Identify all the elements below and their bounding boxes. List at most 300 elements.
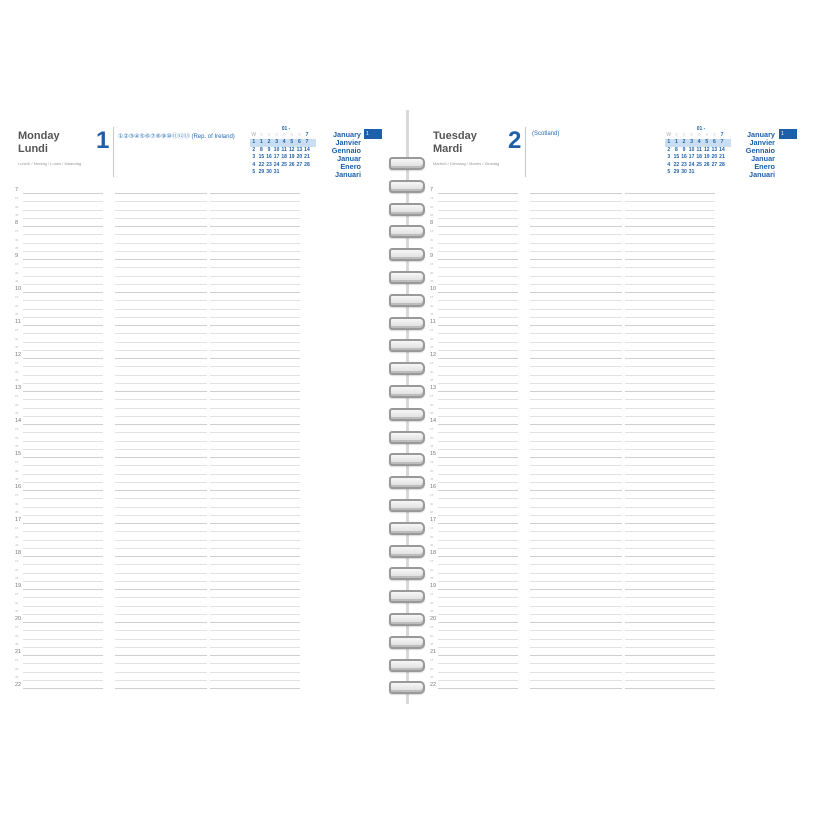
entry-segment[interactable] [210, 432, 300, 433]
entry-segment[interactable] [23, 647, 103, 648]
entry-segment[interactable] [115, 292, 207, 293]
entry-segment[interactable] [23, 342, 103, 343]
entry-segment[interactable] [438, 606, 518, 607]
entry-segment[interactable] [530, 614, 622, 615]
entry-segment[interactable] [210, 655, 300, 656]
entry-segment[interactable] [210, 523, 300, 524]
entry-segment[interactable] [115, 655, 207, 656]
entry-segment[interactable] [530, 309, 622, 310]
entry-segment[interactable] [210, 358, 300, 359]
entry-segment[interactable] [530, 680, 622, 681]
entry-segment[interactable] [23, 515, 103, 516]
entry-segment[interactable] [438, 465, 518, 466]
entry-segment[interactable] [210, 251, 300, 252]
entry-segment[interactable] [438, 614, 518, 615]
entry-segment[interactable] [23, 210, 103, 211]
entry-segment[interactable] [530, 556, 622, 557]
entry-segment[interactable] [530, 663, 622, 664]
entry-segment[interactable] [530, 581, 622, 582]
calendar-day[interactable]: 29 [673, 168, 680, 175]
entry-segment[interactable] [625, 540, 715, 541]
entry-segment[interactable] [625, 573, 715, 574]
entry-segment[interactable] [625, 523, 715, 524]
calendar-day[interactable]: 16 [681, 154, 687, 161]
entry-segment[interactable] [210, 457, 300, 458]
entry-segment[interactable] [115, 210, 207, 211]
entry-segment[interactable] [438, 383, 518, 384]
entry-segment[interactable] [23, 680, 103, 681]
entry-segment[interactable] [115, 597, 207, 598]
entry-segment[interactable] [23, 556, 103, 557]
entry-segment[interactable] [210, 391, 300, 392]
entry-segment[interactable] [23, 309, 103, 310]
entry-segment[interactable] [625, 622, 715, 623]
entry-segment[interactable] [23, 226, 103, 227]
entry-segment[interactable] [115, 548, 207, 549]
entry-segment[interactable] [438, 259, 518, 260]
entry-segment[interactable] [23, 548, 103, 549]
entry-segment[interactable] [530, 267, 622, 268]
entry-segment[interactable] [210, 416, 300, 417]
entry-segment[interactable] [210, 259, 300, 260]
entry-segment[interactable] [23, 408, 103, 409]
entry-segment[interactable] [625, 193, 715, 194]
calendar-day[interactable]: 6 [712, 139, 716, 146]
calendar-day[interactable]: 31 [273, 168, 280, 175]
calendar-day[interactable]: 18 [281, 154, 287, 161]
entry-segment[interactable] [210, 234, 300, 235]
entry-segment[interactable] [115, 606, 207, 607]
entry-segment[interactable] [115, 564, 207, 565]
entry-segment[interactable] [625, 482, 715, 483]
entry-segment[interactable] [438, 416, 518, 417]
entry-segment[interactable] [625, 564, 715, 565]
entry-segment[interactable] [23, 474, 103, 475]
entry-segment[interactable] [23, 399, 103, 400]
entry-segment[interactable] [530, 523, 622, 524]
entry-segment[interactable] [115, 465, 207, 466]
entry-segment[interactable] [115, 391, 207, 392]
entry-segment[interactable] [625, 416, 715, 417]
entry-segment[interactable] [530, 201, 622, 202]
entry-segment[interactable] [23, 589, 103, 590]
entry-segment[interactable] [625, 630, 715, 631]
entry-segment[interactable] [210, 564, 300, 565]
entry-segment[interactable] [530, 424, 622, 425]
entry-segment[interactable] [438, 366, 518, 367]
entry-segment[interactable] [438, 589, 518, 590]
entry-segment[interactable] [625, 333, 715, 334]
entry-segment[interactable] [115, 556, 207, 557]
entry-segment[interactable] [23, 490, 103, 491]
calendar-day[interactable]: 3 [690, 139, 693, 146]
entry-segment[interactable] [530, 515, 622, 516]
entry-segment[interactable] [530, 342, 622, 343]
entry-segment[interactable] [115, 647, 207, 648]
entry-segment[interactable] [210, 325, 300, 326]
entry-segment[interactable] [530, 292, 622, 293]
entry-segment[interactable] [115, 193, 207, 194]
calendar-day[interactable]: 8 [675, 146, 678, 153]
entry-segment[interactable] [438, 276, 518, 277]
entry-segment[interactable] [210, 490, 300, 491]
entry-segment[interactable] [530, 317, 622, 318]
entry-segment[interactable] [438, 391, 518, 392]
entry-segment[interactable] [438, 317, 518, 318]
entry-segment[interactable] [438, 325, 518, 326]
entry-segment[interactable] [23, 251, 103, 252]
calendar-day[interactable]: 30 [266, 168, 272, 175]
entry-segment[interactable] [530, 375, 622, 376]
entry-segment[interactable] [115, 358, 207, 359]
entry-segment[interactable] [438, 622, 518, 623]
entry-segment[interactable] [438, 639, 518, 640]
entry-segment[interactable] [115, 573, 207, 574]
entry-segment[interactable] [625, 548, 715, 549]
entry-segment[interactable] [23, 540, 103, 541]
entry-segment[interactable] [530, 243, 622, 244]
entry-segment[interactable] [23, 350, 103, 351]
entry-segment[interactable] [625, 309, 715, 310]
hour-grid[interactable] [430, 188, 720, 688]
entry-segment[interactable] [438, 680, 518, 681]
entry-segment[interactable] [210, 573, 300, 574]
entry-segment[interactable] [438, 350, 518, 351]
entry-segment[interactable] [438, 474, 518, 475]
month-tab[interactable]: 1 [364, 129, 382, 139]
entry-segment[interactable] [438, 564, 518, 565]
entry-segment[interactable] [210, 375, 300, 376]
entry-segment[interactable] [210, 672, 300, 673]
entry-segment[interactable] [530, 358, 622, 359]
entry-segment[interactable] [115, 325, 207, 326]
entry-segment[interactable] [438, 573, 518, 574]
month-tab[interactable]: 1 [779, 129, 797, 139]
entry-segment[interactable] [530, 391, 622, 392]
entry-segment[interactable] [115, 507, 207, 508]
entry-segment[interactable] [438, 408, 518, 409]
entry-segment[interactable] [625, 375, 715, 376]
entry-segment[interactable] [530, 399, 622, 400]
entry-segment[interactable] [210, 531, 300, 532]
entry-segment[interactable] [115, 276, 207, 277]
entry-segment[interactable] [23, 622, 103, 623]
calendar-day[interactable]: 28 [719, 161, 725, 168]
entry-segment[interactable] [438, 243, 518, 244]
entry-segment[interactable] [115, 581, 207, 582]
entry-segment[interactable] [115, 333, 207, 334]
entry-segment[interactable] [210, 688, 300, 689]
entry-segment[interactable] [115, 300, 207, 301]
entry-segment[interactable] [530, 284, 622, 285]
entry-segment[interactable] [530, 507, 622, 508]
entry-segment[interactable] [23, 218, 103, 219]
entry-segment[interactable] [625, 300, 715, 301]
entry-segment[interactable] [438, 556, 518, 557]
entry-segment[interactable] [438, 292, 518, 293]
entry-segment[interactable] [23, 375, 103, 376]
entry-segment[interactable] [625, 284, 715, 285]
entry-segment[interactable] [23, 465, 103, 466]
entry-segment[interactable] [210, 465, 300, 466]
calendar-day[interactable]: 17 [273, 154, 280, 161]
entry-segment[interactable] [625, 218, 715, 219]
entry-segment[interactable] [210, 193, 300, 194]
calendar-day[interactable]: 30 [681, 168, 687, 175]
entry-segment[interactable] [625, 606, 715, 607]
entry-segment[interactable] [530, 548, 622, 549]
entry-segment[interactable] [625, 432, 715, 433]
entry-segment[interactable] [438, 548, 518, 549]
calendar-day[interactable]: 1 [675, 139, 678, 146]
entry-segment[interactable] [625, 515, 715, 516]
entry-segment[interactable] [115, 622, 207, 623]
entry-segment[interactable] [23, 391, 103, 392]
entry-segment[interactable] [23, 383, 103, 384]
entry-segment[interactable] [23, 284, 103, 285]
entry-segment[interactable] [23, 234, 103, 235]
entry-segment[interactable] [115, 226, 207, 227]
entry-segment[interactable] [625, 342, 715, 343]
calendar-day[interactable]: 14 [304, 146, 310, 153]
entry-segment[interactable] [530, 350, 622, 351]
entry-segment[interactable] [23, 573, 103, 574]
entry-segment[interactable] [23, 655, 103, 656]
entry-segment[interactable] [210, 482, 300, 483]
entry-segment[interactable] [530, 655, 622, 656]
entry-segment[interactable] [530, 408, 622, 409]
entry-segment[interactable] [530, 531, 622, 532]
calendar-day[interactable]: 18 [696, 154, 702, 161]
entry-segment[interactable] [23, 292, 103, 293]
entry-segment[interactable] [530, 490, 622, 491]
calendar-day[interactable]: 15 [673, 154, 680, 161]
entry-segment[interactable] [625, 490, 715, 491]
entry-segment[interactable] [625, 292, 715, 293]
entry-segment[interactable] [530, 226, 622, 227]
entry-segment[interactable] [23, 663, 103, 664]
entry-segment[interactable] [625, 597, 715, 598]
calendar-day[interactable]: 12 [288, 146, 295, 153]
entry-segment[interactable] [115, 523, 207, 524]
calendar-day[interactable]: 13 [296, 146, 303, 153]
entry-segment[interactable] [115, 218, 207, 219]
calendar-day[interactable]: 20 [296, 154, 303, 161]
entry-segment[interactable] [23, 317, 103, 318]
entry-segment[interactable] [438, 342, 518, 343]
entry-segment[interactable] [530, 259, 622, 260]
entry-segment[interactable] [530, 639, 622, 640]
entry-segment[interactable] [23, 507, 103, 508]
entry-segment[interactable] [625, 449, 715, 450]
calendar-day[interactable]: 21 [304, 154, 310, 161]
calendar-day[interactable]: 26 [703, 161, 710, 168]
calendar-day[interactable]: 13 [711, 146, 718, 153]
calendar-day[interactable]: 14 [719, 146, 725, 153]
entry-segment[interactable] [210, 540, 300, 541]
entry-segment[interactable] [23, 688, 103, 689]
entry-segment[interactable] [438, 210, 518, 211]
entry-segment[interactable] [530, 251, 622, 252]
entry-segment[interactable] [115, 383, 207, 384]
calendar-day[interactable]: 26 [288, 161, 295, 168]
entry-segment[interactable] [625, 391, 715, 392]
calendar-day[interactable]: 27 [296, 161, 303, 168]
entry-segment[interactable] [438, 399, 518, 400]
entry-segment[interactable] [625, 639, 715, 640]
entry-segment[interactable] [625, 465, 715, 466]
entry-segment[interactable] [115, 663, 207, 664]
entry-segment[interactable] [438, 333, 518, 334]
entry-segment[interactable] [115, 408, 207, 409]
entry-segment[interactable] [210, 276, 300, 277]
entry-segment[interactable] [210, 218, 300, 219]
calendar-day[interactable]: 2 [682, 139, 686, 146]
entry-segment[interactable] [115, 482, 207, 483]
entry-segment[interactable] [625, 498, 715, 499]
entry-segment[interactable] [115, 490, 207, 491]
entry-segment[interactable] [210, 498, 300, 499]
entry-segment[interactable] [23, 267, 103, 268]
calendar-day[interactable]: 9 [267, 146, 271, 153]
entry-segment[interactable] [530, 564, 622, 565]
entry-segment[interactable] [23, 564, 103, 565]
entry-segment[interactable] [115, 399, 207, 400]
entry-segment[interactable] [210, 647, 300, 648]
entry-segment[interactable] [625, 647, 715, 648]
entry-segment[interactable] [530, 441, 622, 442]
entry-segment[interactable] [625, 688, 715, 689]
entry-segment[interactable] [438, 581, 518, 582]
entry-segment[interactable] [23, 300, 103, 301]
calendar-day[interactable]: 24 [273, 161, 280, 168]
calendar-day[interactable]: 20 [711, 154, 718, 161]
entry-segment[interactable] [210, 366, 300, 367]
entry-segment[interactable] [438, 490, 518, 491]
entry-segment[interactable] [23, 639, 103, 640]
entry-segment[interactable] [115, 680, 207, 681]
entry-segment[interactable] [23, 441, 103, 442]
calendar-day[interactable]: 28 [304, 161, 310, 168]
entry-segment[interactable] [530, 597, 622, 598]
entry-segment[interactable] [115, 424, 207, 425]
entry-segment[interactable] [530, 573, 622, 574]
entry-segment[interactable] [530, 325, 622, 326]
entry-segment[interactable] [530, 210, 622, 211]
entry-segment[interactable] [210, 300, 300, 301]
entry-segment[interactable] [530, 234, 622, 235]
entry-segment[interactable] [115, 498, 207, 499]
entry-segment[interactable] [210, 639, 300, 640]
entry-segment[interactable] [625, 276, 715, 277]
entry-segment[interactable] [210, 515, 300, 516]
entry-segment[interactable] [210, 333, 300, 334]
entry-segment[interactable] [23, 597, 103, 598]
entry-segment[interactable] [625, 614, 715, 615]
entry-segment[interactable] [115, 366, 207, 367]
entry-segment[interactable] [625, 317, 715, 318]
entry-segment[interactable] [530, 193, 622, 194]
entry-segment[interactable] [625, 325, 715, 326]
calendar-day[interactable]: 31 [688, 168, 695, 175]
entry-segment[interactable] [625, 251, 715, 252]
entry-segment[interactable] [210, 267, 300, 268]
entry-segment[interactable] [530, 383, 622, 384]
entry-segment[interactable] [210, 474, 300, 475]
entry-segment[interactable] [625, 474, 715, 475]
calendar-day[interactable]: 25 [696, 161, 702, 168]
entry-segment[interactable] [23, 333, 103, 334]
calendar-day[interactable]: 15 [258, 154, 265, 161]
entry-segment[interactable] [23, 457, 103, 458]
entry-segment[interactable] [438, 663, 518, 664]
hour-grid[interactable] [15, 188, 305, 688]
entry-segment[interactable] [115, 416, 207, 417]
calendar-day[interactable]: 11 [696, 146, 702, 153]
entry-segment[interactable] [210, 424, 300, 425]
entry-segment[interactable] [438, 218, 518, 219]
entry-segment[interactable] [530, 622, 622, 623]
entry-segment[interactable] [438, 251, 518, 252]
entry-segment[interactable] [530, 630, 622, 631]
entry-segment[interactable] [625, 531, 715, 532]
entry-segment[interactable] [530, 449, 622, 450]
entry-segment[interactable] [23, 630, 103, 631]
entry-segment[interactable] [23, 424, 103, 425]
entry-segment[interactable] [23, 482, 103, 483]
entry-segment[interactable] [115, 457, 207, 458]
calendar-day[interactable]: 22 [673, 161, 680, 168]
calendar-day[interactable]: 11 [281, 146, 287, 153]
entry-segment[interactable] [115, 432, 207, 433]
entry-segment[interactable] [438, 375, 518, 376]
entry-segment[interactable] [438, 531, 518, 532]
entry-segment[interactable] [115, 251, 207, 252]
entry-segment[interactable] [530, 647, 622, 648]
entry-segment[interactable] [23, 523, 103, 524]
entry-segment[interactable] [625, 424, 715, 425]
entry-segment[interactable] [210, 449, 300, 450]
entry-segment[interactable] [23, 614, 103, 615]
entry-segment[interactable] [23, 432, 103, 433]
entry-segment[interactable] [210, 507, 300, 508]
calendar-day[interactable]: 17 [688, 154, 695, 161]
entry-segment[interactable] [115, 259, 207, 260]
calendar-day[interactable]: 2 [267, 139, 271, 146]
entry-segment[interactable] [23, 449, 103, 450]
entry-segment[interactable] [625, 383, 715, 384]
entry-segment[interactable] [530, 218, 622, 219]
entry-segment[interactable] [625, 201, 715, 202]
calendar-day[interactable]: 19 [703, 154, 710, 161]
entry-segment[interactable] [530, 606, 622, 607]
entry-segment[interactable] [23, 498, 103, 499]
entry-segment[interactable] [210, 317, 300, 318]
entry-segment[interactable] [530, 474, 622, 475]
entry-segment[interactable] [438, 432, 518, 433]
entry-segment[interactable] [438, 688, 518, 689]
entry-segment[interactable] [530, 276, 622, 277]
entry-segment[interactable] [530, 672, 622, 673]
entry-segment[interactable] [625, 210, 715, 211]
entry-segment[interactable] [210, 680, 300, 681]
calendar-day[interactable]: 16 [266, 154, 272, 161]
entry-segment[interactable] [625, 234, 715, 235]
entry-segment[interactable] [625, 655, 715, 656]
entry-segment[interactable] [115, 441, 207, 442]
entry-segment[interactable] [210, 663, 300, 664]
entry-segment[interactable] [115, 350, 207, 351]
